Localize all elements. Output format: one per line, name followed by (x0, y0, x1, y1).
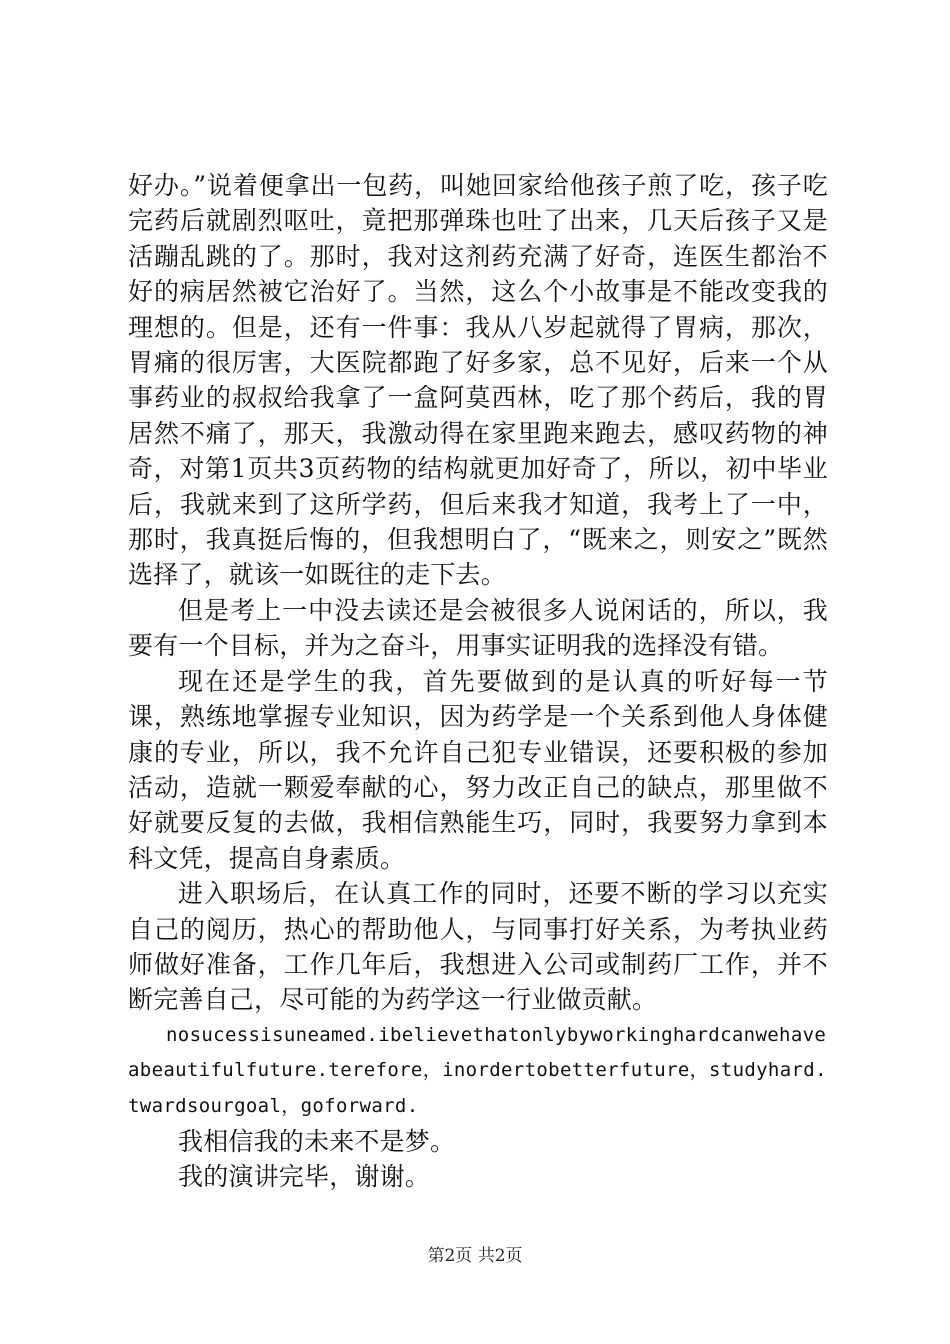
paragraph-dream: 我相信我的未来不是梦。 (178, 1126, 456, 1156)
paragraph-english: nosucessisuneamed.ibelievethatonlybyworkinghardcanwehaveabeautifulfuture.terefore，inordertobetterfuture，studyhard.twardsourgoal，goforward. (128, 1023, 827, 1117)
paragraph-career: 进入职场后，在认真工作的同时，还要不断的学习以充实自己的阅历，热心的帮助他人，与同事打好关系，为考执业药师做好准备，工作几年后，我想进入公司或制药厂工作，并不断完善自己，尽可能的为药学这一行业做贡献。 (128, 879, 828, 1015)
paragraph-goal: 但是考上一中没去读还是会被很多人说闲话的，所以，我要有一个目标，并为之奋斗，用事实证明我的选择没有错。 (128, 595, 828, 661)
paragraph-story: 好办。”说着便拿出一包药，叫她回家给他孩子煎了吃，孩子吃完药后就剧烈呕吐，竟把那弹珠也吐了出来，几天后孩子又是活蹦乱跳的了。那时，我对这剂药充满了好奇，连医生都治不好的病居然被它治好了。当然，这么个小故事是不能改变我的理想的。但是，还有一件事：我从八岁起就得了胃病，那次，胃痛的很厉害，大医院都跑了好多家，总不见好，后来一个从事药业的叔叔给我拿了一盒阿莫西林，吃了那个药后，我的胃居然不痛了，那天，我激动得在家里跑来跑去，感叹药物的神奇，对第1页共3页药物的结构就更加好奇了，所以，初中毕业后，我就来到了这所学药，但后来我才知道，我考上了一中，那时，我真挺后悔的，但我想明白了，“既来之，则安之”既然选择了，就该一如既往的走下去。 (128, 171, 828, 590)
document-body (128, 168, 828, 1195)
paragraph-student: 现在还是学生的我，首先要做到的是认真的听好每一节课，熟练地掌握专业知识，因为药学是一个关系到他人身体健康的专业，所以，我不允许自己犯专业错误，还要积极的参加活动，造就一颗爱奉献的心，努力改正自己的缺点，那里做不好就要反复的去做，我相信熟能生巧，同时，我要努力拿到本科文凭，提高自身素质。 (128, 666, 828, 873)
paragraph-closing: 我的演讲完毕，谢谢。 (178, 1162, 431, 1192)
page-footer: 第2页 共2页 (427, 1246, 523, 1266)
